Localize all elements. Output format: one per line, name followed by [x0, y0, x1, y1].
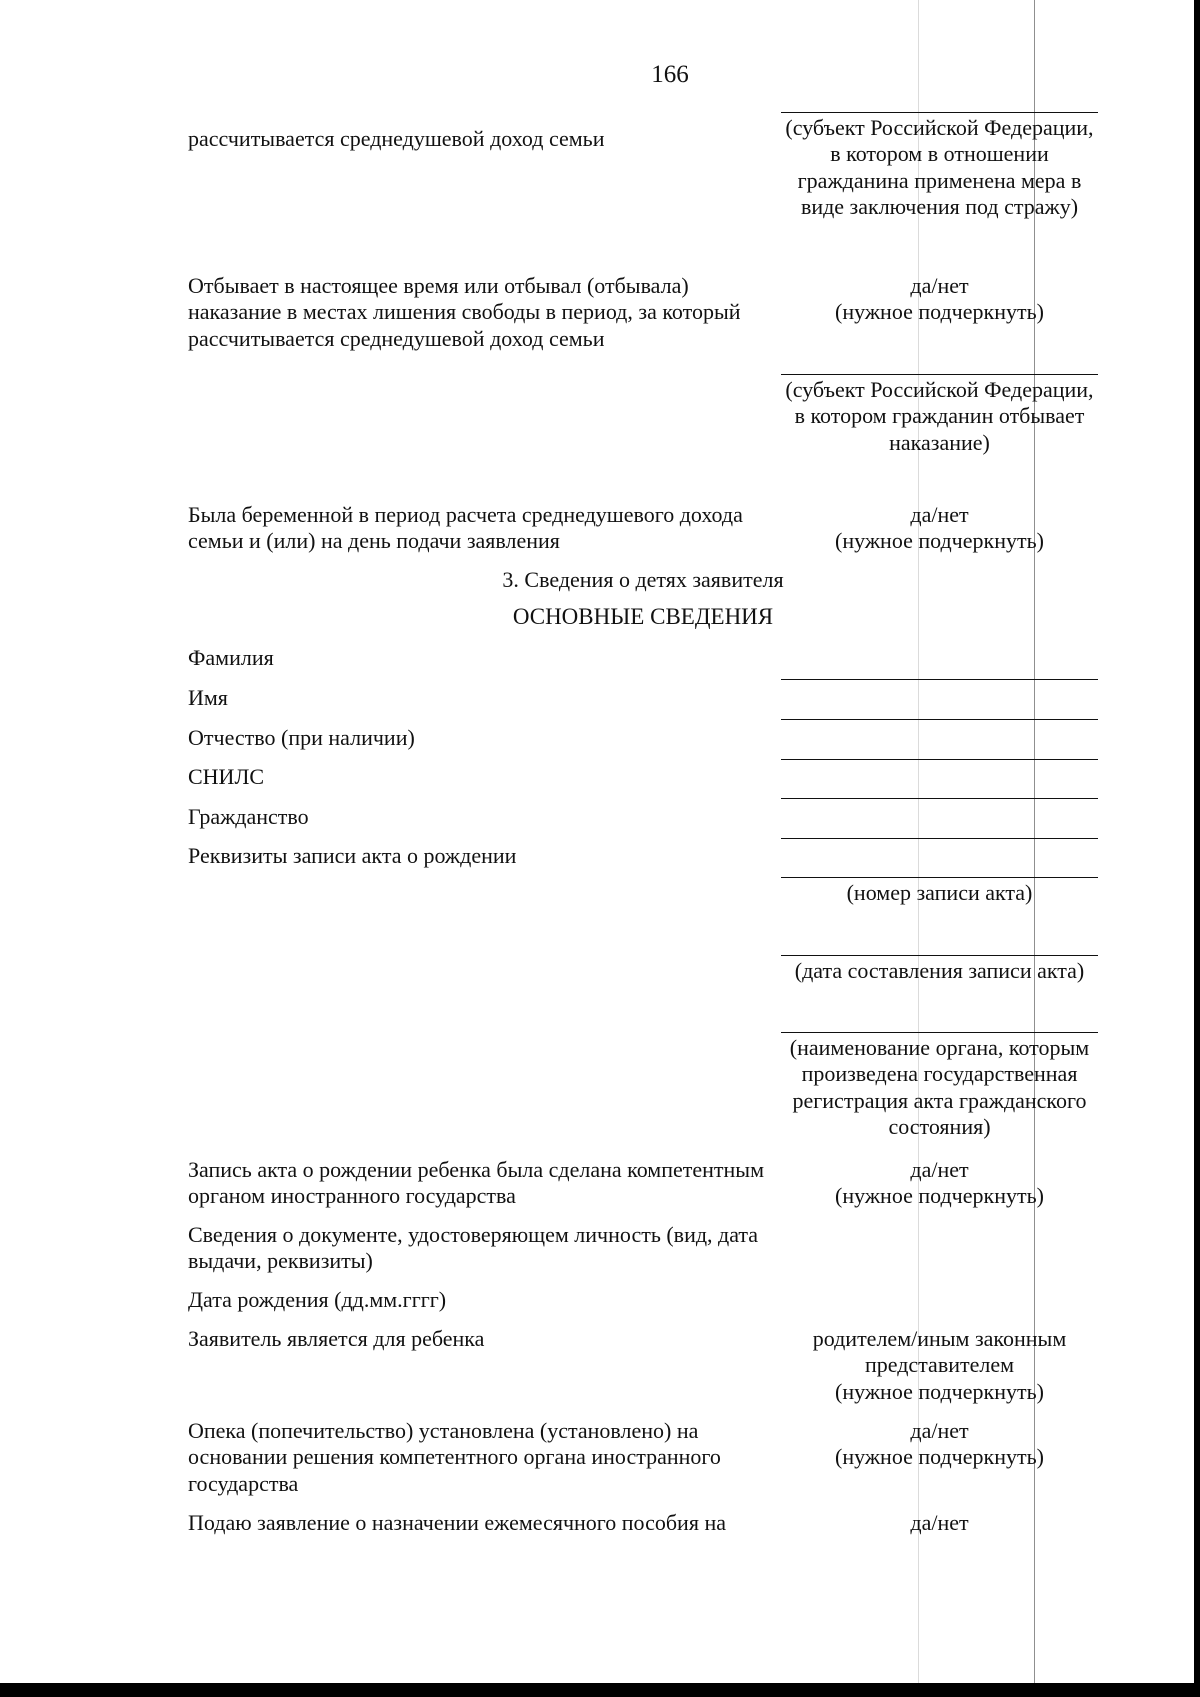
- answer-role[interactable]: родителем/иным законным представителем: [812, 1326, 1067, 1378]
- input-patronymic[interactable]: [781, 759, 1098, 788]
- hint-underline: (нужное подчеркнуть): [835, 1444, 1044, 1470]
- section-subtitle: ОСНОВНЫЕ СВЕДЕНИЯ: [512, 604, 774, 629]
- input-snils[interactable]: [781, 798, 1098, 827]
- caption-registration-organ: (наименование органа, которым произведена государственная регистрация акта гражданского состояния): [781, 1032, 1098, 1141]
- scan-border: [0, 1683, 1200, 1697]
- question-apply-allowance: Подаю заявление о назначении ежемесячного пособия на: [188, 1510, 726, 1535]
- page-number: 166: [651, 61, 689, 88]
- label-snils: СНИЛС: [188, 764, 265, 789]
- question-applicant-role: Заявитель является для ребенка: [188, 1326, 485, 1351]
- hint-underline: (нужное подчеркнуть): [835, 299, 1044, 325]
- scan-border: [1194, 0, 1200, 1697]
- label-surname: Фамилия: [188, 645, 274, 670]
- answer-yes-no[interactable]: да/нет: [910, 273, 969, 298]
- input-citizenship[interactable]: [781, 838, 1098, 867]
- question-foreign-record: Запись акта о рождении ребенка была сделана компетентным органом иностранного государства: [188, 1157, 764, 1209]
- answer-yes-no[interactable]: да/нет: [910, 502, 969, 527]
- label-birth-date: Дата рождения (дд.мм.гггг): [188, 1287, 447, 1312]
- answer-yes-no[interactable]: да/нет: [910, 1510, 969, 1535]
- label-id-document: Сведения о документе, удостоверяющем личность (вид, дата выдачи, реквизиты): [188, 1222, 759, 1274]
- caption-act-number: (номер записи акта): [781, 877, 1098, 906]
- question-imprisonment: Отбывает в настоящее время или отбывал (отбывала) наказание в местах лишения свободы в период, за который рассчитывается среднедушевой доход семьи: [188, 273, 741, 351]
- caption-region-custody: (субъект Российской Федерации, в котором в отношении гражданина применена мера в виде заключения под стражу): [781, 112, 1098, 221]
- label-birth-record: Реквизиты записи акта о рождении: [188, 843, 517, 868]
- hint-underline: (нужное подчеркнуть): [835, 1183, 1044, 1209]
- answer-yes-no[interactable]: да/нет: [910, 1157, 969, 1182]
- caption-region-serving: (субъект Российской Федерации, в котором гражданин отбывает наказание): [781, 374, 1098, 456]
- answer-yes-no[interactable]: да/нет: [910, 1418, 969, 1443]
- text-income-period: рассчитывается среднедушевой доход семьи: [188, 126, 605, 151]
- label-name: Имя: [188, 685, 228, 710]
- section-title: 3. Сведения о детях заявителя: [502, 567, 784, 592]
- hint-underline: (нужное подчеркнуть): [835, 1378, 1044, 1404]
- input-name[interactable]: [781, 719, 1098, 748]
- input-surname[interactable]: [781, 679, 1098, 708]
- hint-underline: (нужное подчеркнуть): [835, 528, 1044, 554]
- question-guardianship: Опека (попечительство) установлена (установлено) на основании решения компетентного органа иностранного государства: [188, 1418, 721, 1496]
- label-patronymic: Отчество (при наличии): [188, 725, 415, 750]
- caption-act-date: (дата составления записи акта): [781, 955, 1098, 984]
- question-pregnancy: Была беременной в период расчета среднедушевого дохода семьи и (или) на день подачи заявления: [188, 502, 743, 554]
- label-citizenship: Гражданство: [188, 804, 309, 829]
